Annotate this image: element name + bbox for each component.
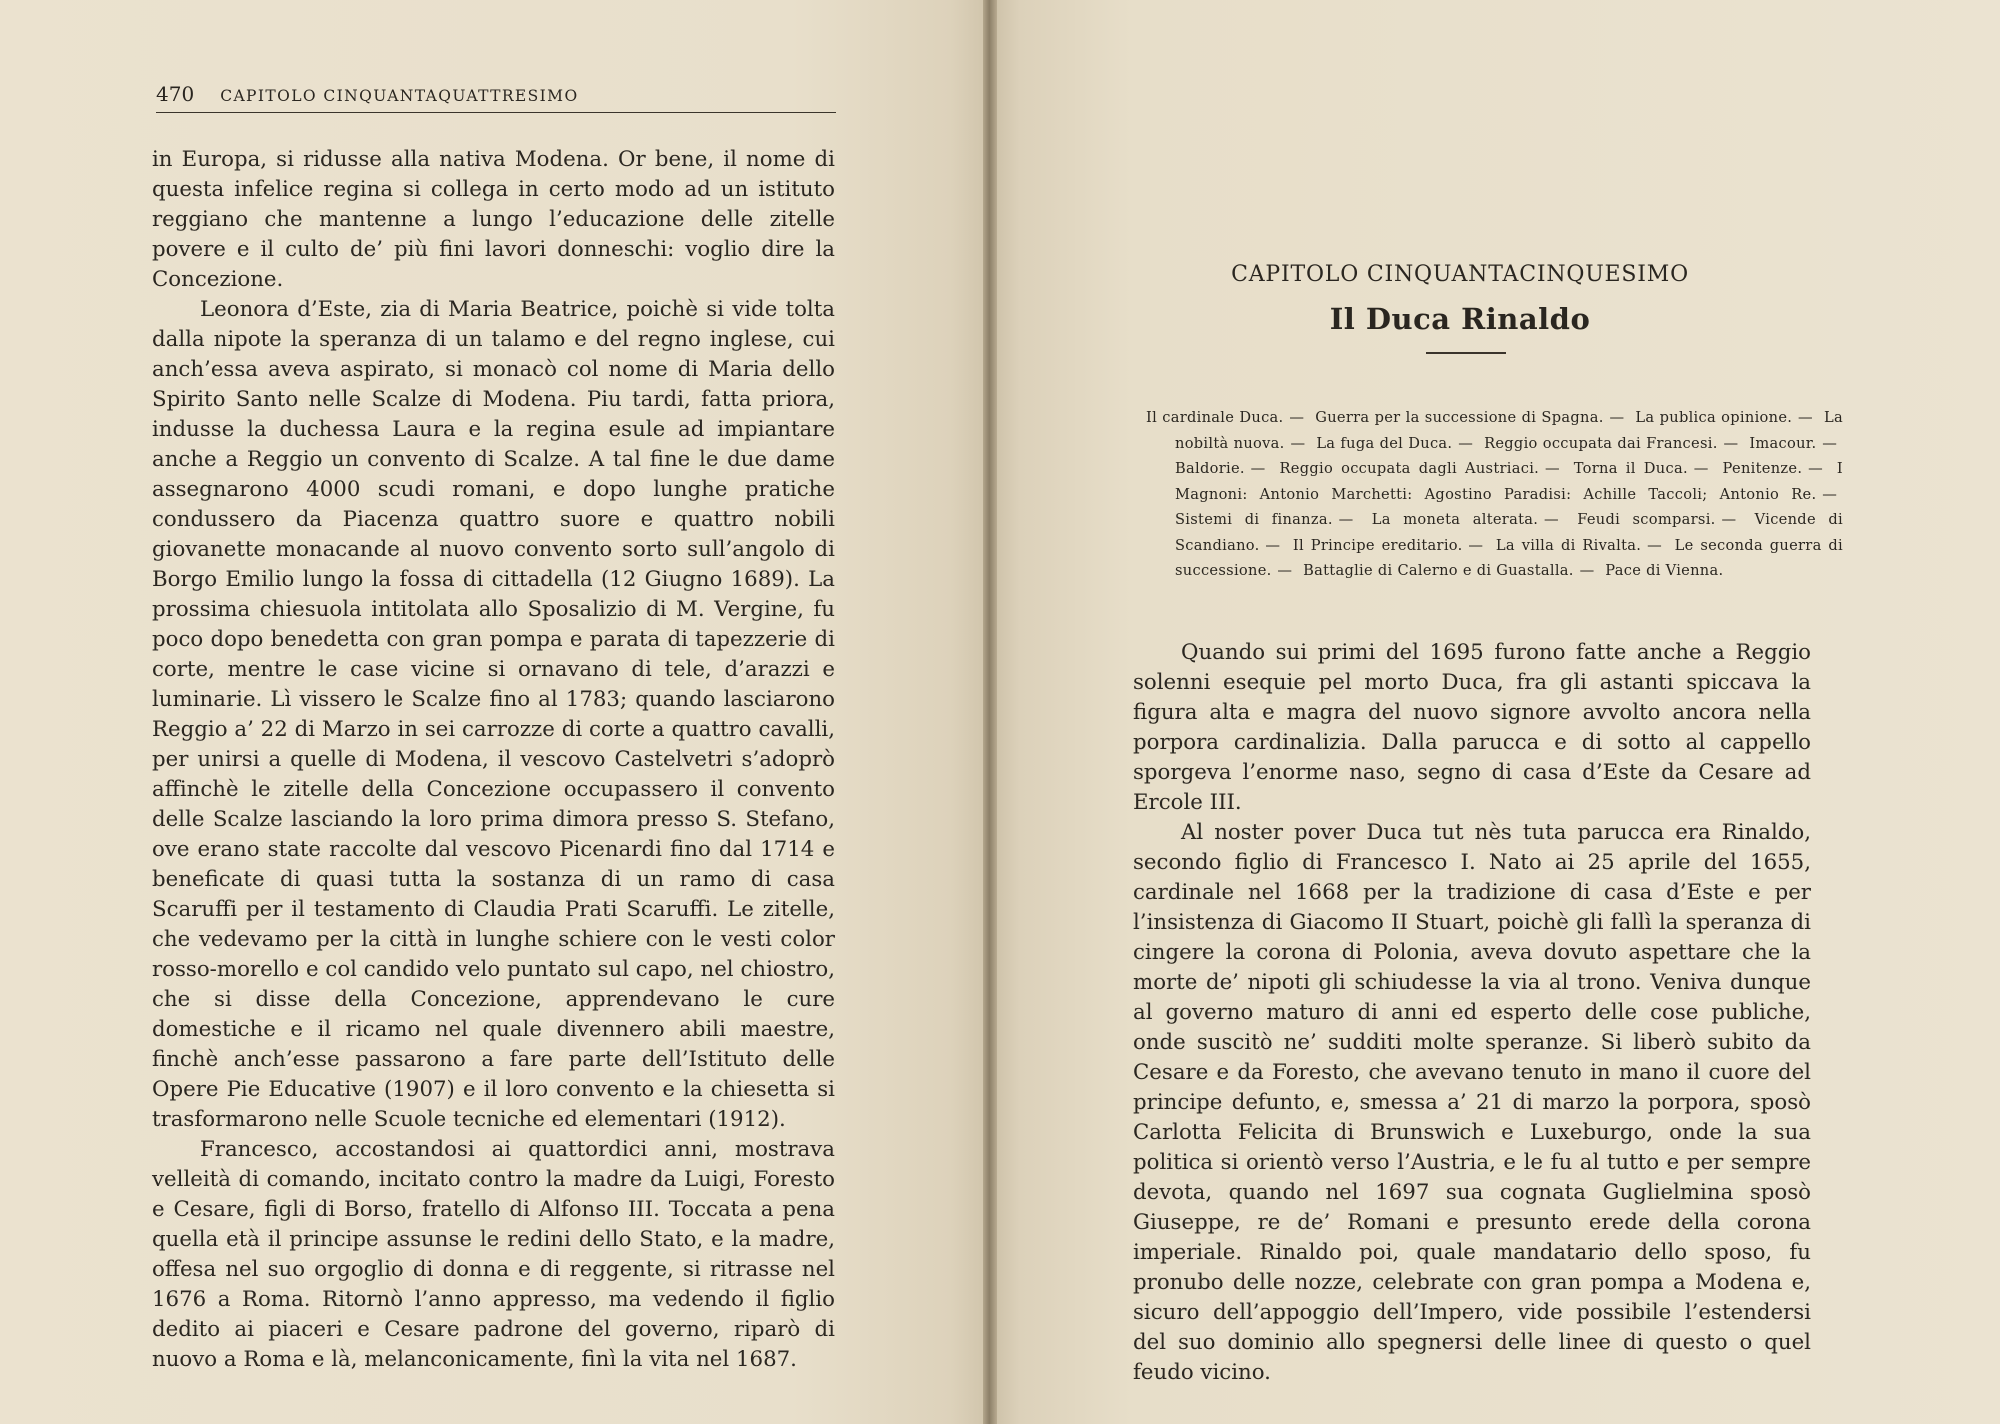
summary-item: Reggio occupata dagli Austriaci.: [1279, 460, 1540, 477]
paragraph: in Europa, si ridusse alla nativa Modena. Or bene, il nome di questa infelice regina si collega in certo modo ad un istituto reggiano che mantenne a lungo l’educazione delle zitelle povere e il culto de’ più fini lavori donneschi: voglio dire la Concezione.: [152, 147, 835, 292]
chapter-summary: Il cardinale Duca. — Guerra per la successione di Spagna. — La publica opinione. — La nobiltà nuova. — La fuga del Duca. — Reggio occupata dai Francesi. — Imacour. — Baldorie. — Reggio occupata dagli Austriaci. — Torna il Duca. — Penitenze. — I Magnoni: Antonio Marchetti: Agostino Paradisi: Achille Taccoli; Antonio Re. — Sistemi di finanza. — La moneta alterata. — Feudi scomparsi. — Vicende di Scandiano. — Il Principe ereditario. — La villa di Rivalta. — Le seconda guerra di successione. — Battaglie di Calerno e di Guastalla. — Pace di Vienna.: [1146, 409, 1843, 579]
book-gutter: [983, 0, 997, 1424]
summary-item: Feudi scomparsi.: [1577, 511, 1716, 528]
paragraph: Francesco, accostandosi ai quattordici anni, mostrava velleità di comando, incitato contro la madre da Luigi, Foresto e Cesare, figli di Borso, fratello di Alfonso III. Toccata a pena quella età il principe assunse le redini dello Stato, e la madre, offesa nel suo orgoglio di donna e di reggente, si ritrasse nel 1676 a Roma. Ritornò l’anno appresso, ma vedendo il figlio dedito ai piaceri e Cesare padrone del governo, riparò di nuovo a Roma e là, melanconicamente, finì la vita nel 1687.: [152, 1137, 835, 1372]
summary-item: Le seconda guerra di successione.: [1175, 536, 1843, 579]
summary-item: La villa di Rivalta.: [1495, 536, 1642, 554]
summary-item: Il Principe ereditario.: [1292, 536, 1463, 554]
summary-item: Vicende di Scandiano.: [1175, 511, 1843, 554]
summary-item: I Magnoni: Antonio Marchetti: Agostino Paradisi: Achille Taccoli; Antonio Re.: [1175, 460, 1843, 503]
summary-item: Baldorie.: [1175, 460, 1245, 477]
summary-item: La publica opinione.: [1635, 409, 1793, 426]
summary-item: La fuga del Duca.: [1316, 434, 1453, 452]
chapter-title: Il Duca Rinaldo: [1329, 302, 1591, 336]
summary-item: Sistemi di finanza.: [1175, 511, 1333, 528]
running-head: CAPITOLO CINQUANTAQUATTRESIMO: [220, 87, 579, 105]
title-rule: [1426, 352, 1506, 354]
summary-item: Torna il Duca.: [1573, 460, 1688, 477]
right-page: [990, 0, 2000, 1424]
left-body-text: [152, 145, 835, 1375]
paragraph: Quando sui primi del 1695 furono fatte anche a Reggio solenni esequie pel morto Duca, fra gli astanti spiccava la figura alta e magra del nuovo signore avvolto ancora nella porpora cardinalizia. Dalla parucca e di sotto al cappello sporgeva l’enorme naso, segno di casa d’Este da Cesare ad Ercole III.: [1133, 640, 1811, 815]
summary-item: Guerra per la successione di Spagna.: [1315, 409, 1604, 426]
summary-item: Battaglie di Calerno e di Guastalla.: [1303, 562, 1574, 579]
summary-item: La moneta alterata.: [1371, 511, 1539, 528]
summary-item: Imacour.: [1749, 434, 1817, 452]
paragraph: Leonora d’Este, zia di Maria Beatrice, poichè si vide tolta dalla nipote la speranza di un talamo e del regno inglese, cui anch’essa aveva aspirato, si monacò col nome di Maria dello Spirito Santo nelle Scalze di Modena. Piu tardi, fatta priora, indusse la duchessa Laura e la regina esule ad impiantare anche a Reggio un convento di Scalze. A tal fine le due dame assegnarono 4000 scudi romani, e dopo lunghe pratiche condussero da Piacenza quattro suore e quattro nobili giovanette monacande al nuovo convento sorto sull’angolo di Borgo Emilio lungo la fossa di cittadella (12 Giugno 1689). La prossima chiesuola intitolata allo Sposalizio di M. Vergine, fu poco dopo benedetta con gran pompa e parata di tapezzerie di corte, mentre le case vicine si ornavano di tele, d’arazzi e luminarie. Lì vissero le Scalze fino al 1783; quando lasciarono Reggio a’ 22 di Marzo in sei carrozze di corte a quattro cavalli, per unirsi a quelle di Modena, il vescovo Castelvetri s’adoprò affinchè le zitelle della Concezione occupassero il convento delle Scalze lasciando la loro prima dimora presso S. Stefano, ove erano state raccolte dal vescovo Picenardi fino dal 1714 e beneficate di quasi tutta la sostanza di un ramo di casa Scaruffi per il testamento di Claudia Prati Scaruffi. Le zitelle, che vedevamo per la città in lunghe schiere con le vesti color rosso-morello e col candido velo puntato sul capo, nel chiostro, che si disse della Concezione, apprendevano le cure domestiche e il ricamo nel quale divennero abili maestre, finchè anch’esse passarono a fare parte dell’Istituto delle Opere Pie Educative (1907) e il loro convento e la chiesetta si trasformarono nelle Scuole tecniche ed elementari (1912).: [152, 297, 835, 1132]
paragraph: Al noster pover Duca tut nès tuta parucca era Rinaldo, secondo figlio di Francesco I. Nato ai 25 aprile del 1655, cardinale nel 1668 per la tradizione di casa d’Este e per l’insistenza di Giacomo II Stuart, poichè gli fallì la speranza di cingere la corona di Polonia, aveva dovuto aspettare che la morte de’ nipoti gli schiudesse la via al trono. Veniva dunque al governo maturo di anni ed esperto delle cose publiche, onde suscitò ne’ sudditi molte speranze. Si liberò subito da Cesare e da Foresto, che avevano tenuto in mano il cuore del principe defunto, e, smessa a’ 21 di marzo la porpora, sposò Carlotta Felicita di Brunswich e Luxeburgo, onde la sua politica si orientò verso l’Austria, e le fu al tutto e per sempre devota, quando nel 1697 sua cognata Guglielmina sposò Giuseppe, re de’ Romani e presunto erede della corona imperiale. Rinaldo poi, quale mandatario dello sposo, fu pronubo delle nozze, celebrate con gran pompa a Modena e, sicuro dell’appoggio dell’Impero, vide possibile l’estendersi del suo dominio allo spegnersi delle linee di questo o quel feudo vicino.: [1133, 820, 1811, 1385]
left-page: [0, 0, 990, 1424]
summary-item: Pace di Vienna.: [1605, 562, 1724, 579]
page-number: 470: [156, 82, 195, 106]
right-body-text: [1133, 638, 1811, 1388]
summary-item: Il cardinale Duca.: [1146, 409, 1284, 426]
chapter-label: CAPITOLO CINQUANTACINQUESIMO: [1231, 262, 1689, 287]
summary-item: Penitenze.: [1722, 460, 1803, 477]
summary-item: La nobiltà nuova.: [1175, 409, 1843, 452]
summary-item: Reggio occupata dai Francesi.: [1484, 434, 1718, 452]
left-page-header: [156, 82, 836, 113]
